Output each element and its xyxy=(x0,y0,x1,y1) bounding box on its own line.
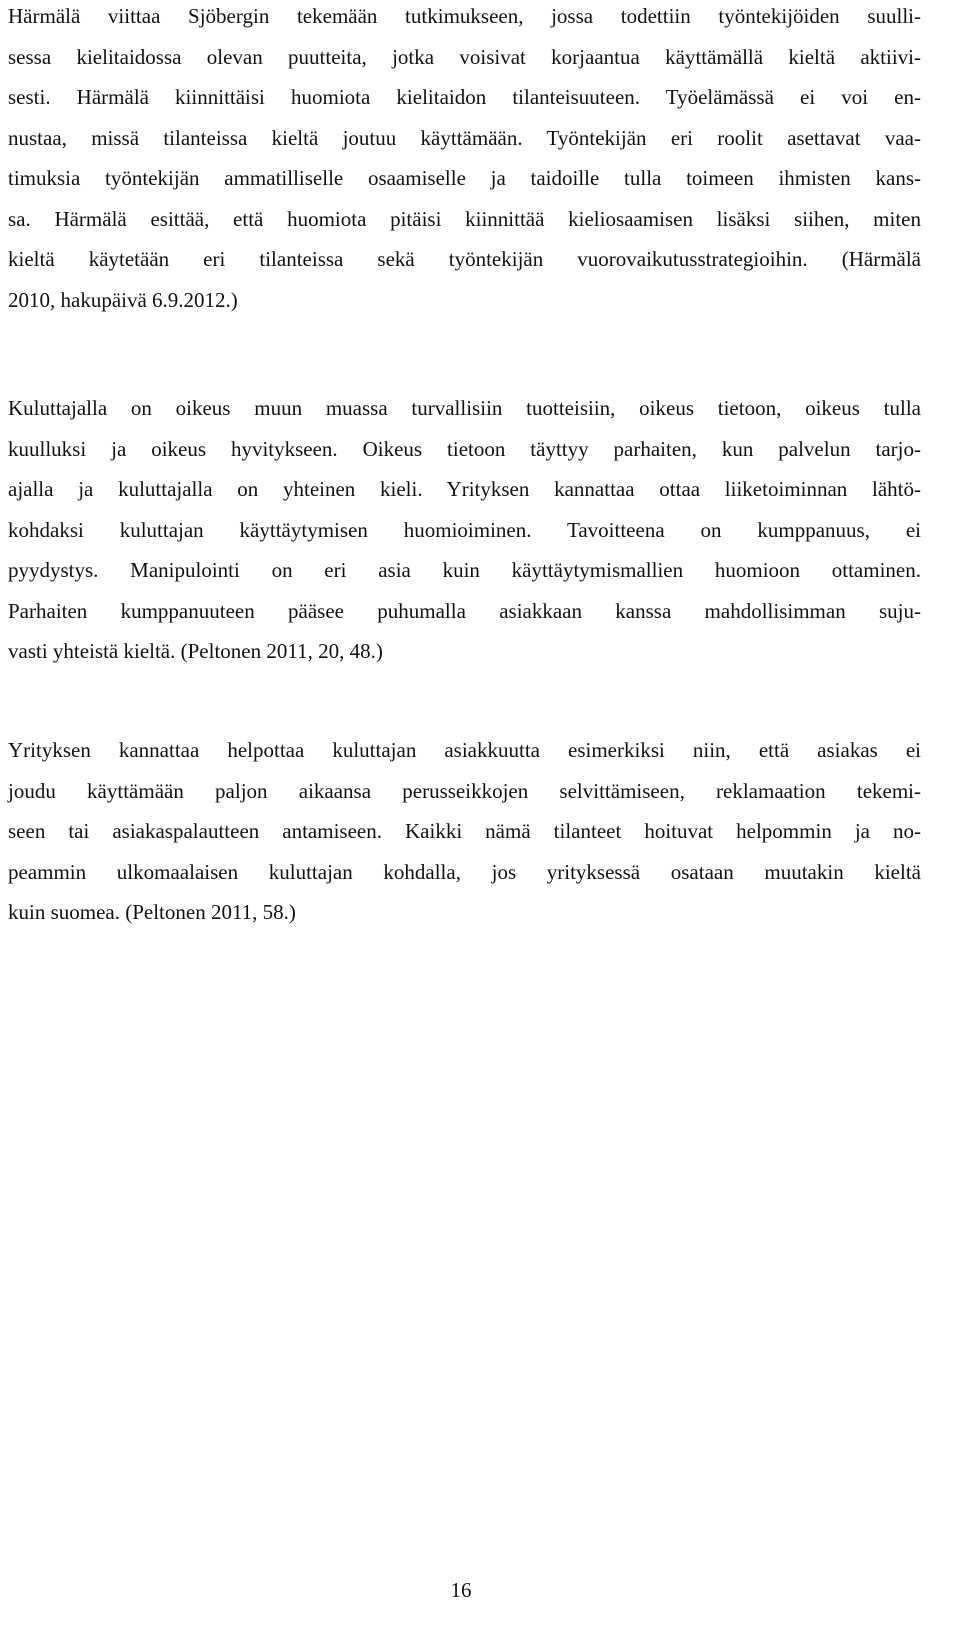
page-number: 16 xyxy=(450,1578,472,1602)
paragraph-2 xyxy=(8,388,921,672)
text-line: kuulluksi ja oikeus hyvitykseen. Oikeus tietoon täyttyy parhaiten, kun palvelun tarjo- xyxy=(8,436,921,461)
text-line: seen tai asiakaspalautteen antamiseen. Kaikki nämä tilanteet hoituvat helpommin ja no- xyxy=(8,819,921,843)
text-line: timuksia työntekijän ammatilliselle osaamiselle ja taidoille tulla toimeen ihmisten kans- xyxy=(8,166,921,190)
text-line: Parhaiten kumppanuuteen pääsee puhumalla asiakkaan kanssa mahdollisimman suju- xyxy=(8,598,921,623)
text-line: Yrityksen kannattaa helpottaa kuluttajan asiakkuutta esimerkiksi niin, että asiakas ei xyxy=(8,738,921,762)
paragraph-3 xyxy=(8,730,921,933)
text-line: Kuluttajalla on oikeus muun muassa turvallisiin tuotteisiin, oikeus tietoon, oikeus tulla xyxy=(8,396,921,420)
text-line: sesti. Härmälä kiinnittäisi huomiota kielitaidon tilanteisuuteen. Työelämässä ei voi en- xyxy=(8,85,921,109)
text-line: 2010, hakupäivä 6.9.2012.) xyxy=(8,287,238,312)
text-line: Härmälä viittaa Sjöbergin tekemään tutkimukseen, jossa todettiin työntekijöiden suulli- xyxy=(8,4,921,28)
text-line: sessa kielitaidossa olevan puutteita, jotka voisivat korjaantua käyttämällä kieltä aktiivi- xyxy=(8,44,921,69)
text-line: vasti yhteistä kieltä. (Peltonen 2011, 20, 48.) xyxy=(8,639,383,663)
text-line: joudu käyttämään paljon aikaansa perusseikkojen selvittämiseen, reklamaation tekemi- xyxy=(8,778,921,803)
paragraph-1 xyxy=(8,0,921,320)
text-line: nustaa, missä tilanteissa kieltä joutuu käyttämään. Työntekijän eri roolit asettavat vaa- xyxy=(8,125,921,150)
text-line: kuin suomea. (Peltonen 2011, 58.) xyxy=(8,900,296,924)
text-line: sa. Härmälä esittää, että huomiota pitäisi kiinnittää kieliosaamisen lisäksi siihen, miten xyxy=(8,206,921,231)
text-line: pyydystys. Manipulointi on eri asia kuin käyttäytymismallien huomioon ottaminen. xyxy=(8,558,921,582)
text-line: ajalla ja kuluttajalla on yhteinen kieli. Yrityksen kannattaa ottaa liiketoiminnan lähtö- xyxy=(8,477,921,501)
text-line: kieltä käytetään eri tilanteissa sekä työntekijän vuorovaikutusstrategioihin. (Härmälä xyxy=(8,247,921,271)
text-line: peammin ulkomaalaisen kuluttajan kohdalla, jos yrityksessä osataan muutakin kieltä xyxy=(8,859,921,884)
text-line: kohdaksi kuluttajan käyttäytymisen huomioiminen. Tavoitteena on kumppanuus, ei xyxy=(8,517,921,542)
